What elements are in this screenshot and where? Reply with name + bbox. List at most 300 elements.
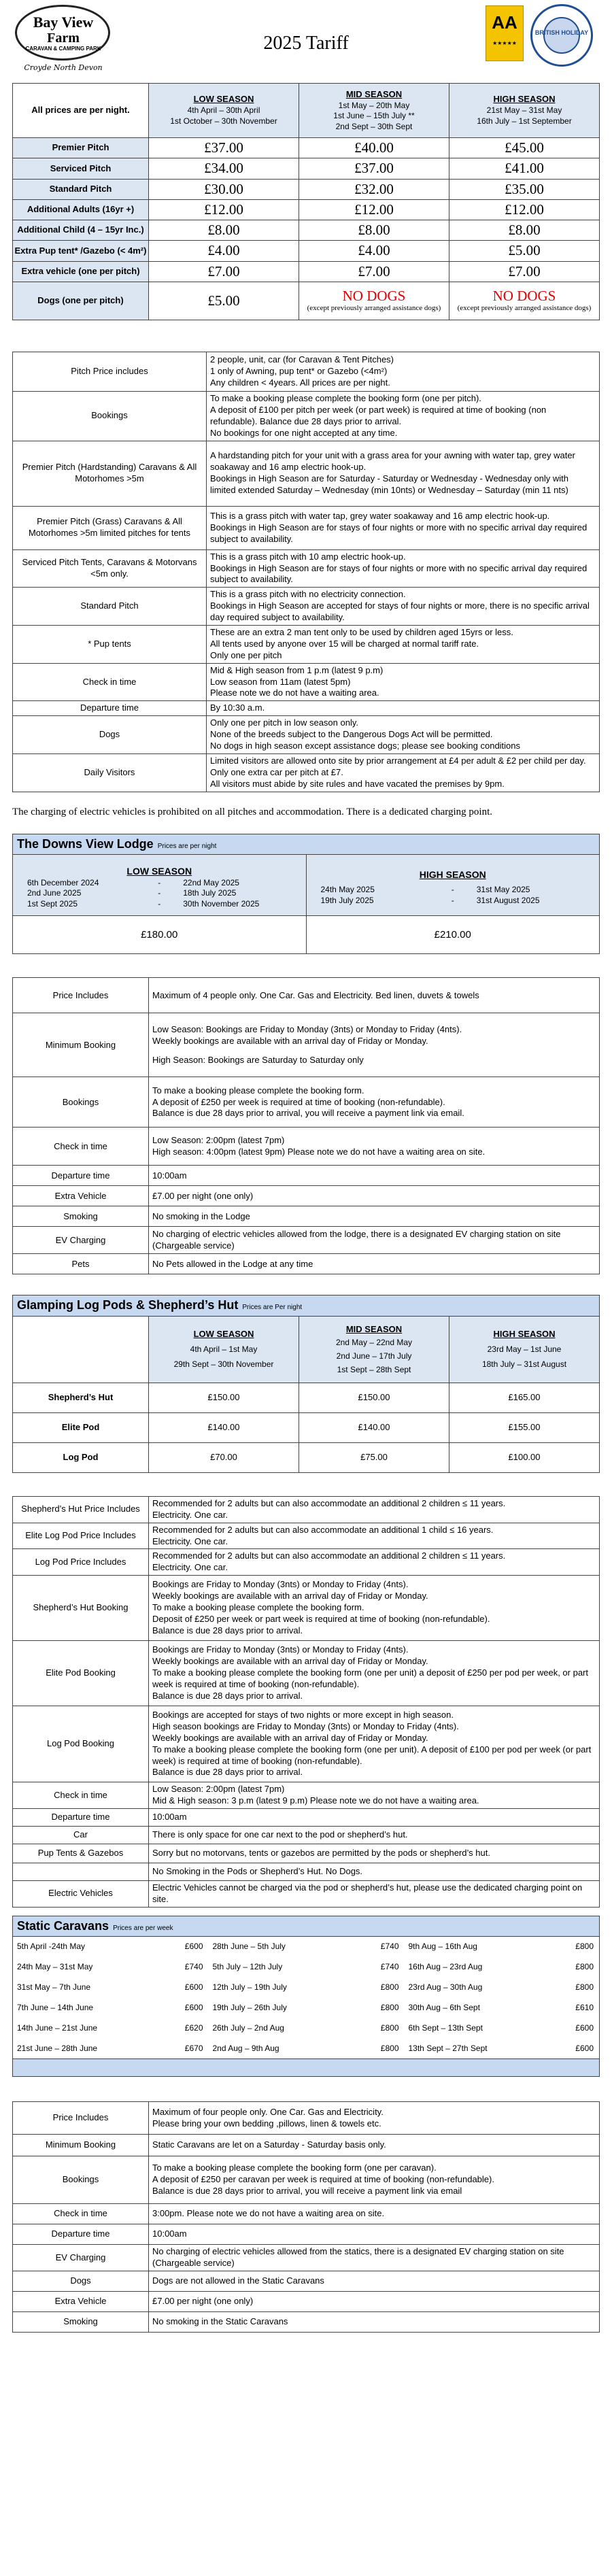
- glamping-col-name: HIGH SEASON: [493, 1329, 556, 1340]
- info-line: No charging of electric vehicles allowed from the lodge, there is a designated EV charging station on site (Chargeable service): [152, 1229, 561, 1251]
- info-row: [13, 2102, 600, 2135]
- lodge-date-row: [14, 899, 305, 910]
- tariff-price: £7.00: [149, 261, 299, 282]
- caravan-price: £800: [380, 2002, 399, 2012]
- static-title: Static Caravans: [17, 1918, 109, 1933]
- info-key: Serviced Pitch Tents, Caravans & Motorvans <5m only.: [13, 549, 207, 588]
- info-key: Check in time: [13, 1128, 149, 1166]
- tariff-price: £40.00: [299, 138, 449, 158]
- info-row: [13, 2271, 600, 2291]
- info-line: High season: 4:00pm (latest 9pm) Please note we do not have a waiting area on site.: [152, 1146, 486, 1157]
- tariff-price: £5.00: [449, 241, 600, 261]
- caravan-price: £600: [184, 1942, 203, 1952]
- info-line: Recommended for 2 adults but can also accommodate an additional 1 child ≤ 16 years.: [152, 1524, 494, 1535]
- info-value: [207, 701, 600, 716]
- info-line: To make a booking please complete the booking form.: [152, 1085, 364, 1096]
- caravan-price: £800: [575, 1961, 594, 1971]
- dogs-row: [13, 282, 600, 320]
- caravan-price: £610: [575, 2002, 594, 2012]
- info-line: Recommended for 2 adults but can also accommodate an additional 2 children ≤ 11 years.: [152, 1550, 506, 1561]
- caravan-price: £740: [184, 1961, 203, 1971]
- info-value: [149, 1826, 600, 1844]
- info-value: [207, 549, 600, 588]
- info-value: [207, 753, 600, 792]
- info-line: Low Season: 2:00pm (latest 7pm): [152, 1784, 285, 1795]
- no-dogs-text: NO DOGS: [342, 287, 406, 304]
- tariff-price: £37.00: [149, 138, 299, 158]
- lodge-date-part: 30th November 2025: [183, 898, 260, 909]
- info-row: [13, 1206, 600, 1227]
- info-line: Bookings are Friday to Monday (3nts) or Monday to Friday (4nts).: [152, 1644, 409, 1655]
- caravan-week: 30th Aug – 6th Sept: [408, 2002, 480, 2012]
- tariff-row-label: Serviced Pitch: [13, 158, 149, 179]
- info-line: 1 only of Awning, pup tent* or Gazebo (<4m²): [210, 366, 388, 377]
- lodge-date-part: 1st Sept 2025: [27, 898, 78, 909]
- info-value: [207, 663, 600, 701]
- caravan-week: 24th May – 31st May: [17, 1961, 93, 1971]
- tariff-row: [13, 199, 600, 220]
- info-row: [13, 1706, 600, 1782]
- info-key: Check in time: [13, 2204, 149, 2224]
- tariff-price: £8.00: [449, 220, 600, 241]
- caravan-row: [13, 1998, 600, 2018]
- info-key: Bookings: [13, 1077, 149, 1128]
- info-value: [207, 392, 600, 441]
- tariff-price: £12.00: [149, 199, 299, 220]
- tariff-row: [13, 158, 600, 179]
- tariff-price: £12.00: [449, 199, 600, 220]
- caravan-week: 26th July – 2nd Aug: [212, 2022, 284, 2033]
- info-key: Elite Pod Booking: [13, 1641, 149, 1706]
- info-row: [13, 753, 600, 792]
- info-key: Shepherd’s Hut Booking: [13, 1576, 149, 1641]
- info-line: 10:00am: [152, 2228, 187, 2239]
- info-line: This is a grass pitch with no electricity connection.: [210, 589, 406, 600]
- info-value: [207, 441, 600, 506]
- glamping-col-high: [449, 1316, 600, 1383]
- glamping-price: £140.00: [299, 1412, 449, 1442]
- lodge-date-part: -: [451, 896, 454, 906]
- info-key: Minimum Booking: [13, 2135, 149, 2156]
- tariff-col-date: 4th April – 30th April: [187, 105, 260, 116]
- info-value: [149, 1013, 600, 1077]
- info-line: Bookings are accepted for stays of two nights or more except in high season.: [152, 1710, 454, 1721]
- pitch-info-table: [12, 352, 600, 792]
- info-value: [149, 1808, 600, 1826]
- glamping-tariff-table: [12, 1316, 600, 1473]
- lodge-date-part: 18th July 2025: [183, 888, 237, 898]
- ev-note: The charging of electric vehicles is prohibited on all pitches and accommodation. There is a dedicated charging point.: [12, 806, 493, 817]
- tariff-row-label: Extra vehicle (one per pitch): [13, 261, 149, 282]
- info-key: [13, 1863, 149, 1880]
- tariff-row: [13, 179, 600, 199]
- caravan-price: £800: [380, 2022, 399, 2033]
- info-value: [149, 1863, 600, 1880]
- info-row: [13, 2224, 600, 2245]
- info-value: [149, 1706, 600, 1782]
- info-value: [149, 2271, 600, 2291]
- caravan-row: [13, 1937, 600, 1957]
- lodge-low-title: LOW SEASON: [126, 866, 192, 877]
- header: [12, 0, 600, 83]
- info-key: Price Includes: [13, 2102, 149, 2135]
- dogs-high-cell: [449, 282, 600, 320]
- info-row: [13, 2156, 600, 2204]
- info-row: [13, 1013, 600, 1077]
- info-value: [149, 1576, 600, 1641]
- tariff-price: £34.00: [149, 158, 299, 179]
- static-caravan-rows: [13, 1937, 600, 2059]
- info-line: Recommended for 2 adults but can also accommodate an additional 2 children ≤ 11 years.: [152, 1497, 506, 1508]
- logo-line1: Bay View: [33, 14, 94, 31]
- glamping-row-label: Elite Pod: [13, 1412, 149, 1442]
- lodge-banner: [12, 834, 600, 854]
- tariff-col-date: 1st June – 15th July **: [333, 111, 415, 121]
- tariff-price: £4.00: [149, 241, 299, 261]
- info-row: [13, 716, 600, 754]
- aa-stars: ★★★★★: [492, 40, 517, 46]
- info-line: Balance is due 28 days prior to arrival.: [152, 1625, 303, 1636]
- bh-logo-text: BRITISH HOLIDAY: [534, 29, 589, 36]
- tariff-row-label: Additional Adults (16yr +): [13, 199, 149, 220]
- lodge-high-season: [306, 855, 600, 916]
- info-key: Premier Pitch (Hardstanding) Caravans & All Motorhomes >5m: [13, 441, 207, 506]
- tariff-price: £12.00: [299, 199, 449, 220]
- lodge-date-part: -: [158, 898, 161, 909]
- info-line: Limited visitors are allowed onto site by prior arrangement at £4 per adult & £2 per child per day. Only one extra car per pitch at £7.: [210, 755, 586, 777]
- info-line: Only one per pitch: [210, 649, 282, 660]
- lodge-date-part: -: [158, 877, 161, 887]
- info-line: High Season: Bookings are Saturday to Saturday only: [152, 1055, 364, 1066]
- info-line: None of the breeds subject to the Dangerous Dogs Act will be permitted.: [210, 729, 493, 740]
- info-value: [149, 1844, 600, 1863]
- tariff-row: [13, 261, 600, 282]
- info-line: All visitors must abide by site rules and have vacated the premises by 9pm.: [210, 778, 505, 789]
- caravan-week: 2nd Aug – 9th Aug: [212, 2043, 279, 2053]
- no-dogs-text: NO DOGS: [492, 287, 556, 304]
- glamping-subtitle: Prices are Per night: [242, 1304, 303, 1312]
- caravan-price: £800: [575, 1942, 594, 1952]
- pitch-tariff-rows: [13, 138, 600, 282]
- lodge-date-row: [307, 896, 599, 906]
- glamping-corner: [13, 1316, 149, 1383]
- lodge-subtitle: Prices are per night: [157, 843, 217, 851]
- tariff-col-mid: [299, 84, 449, 138]
- info-key: Electric Vehicles: [13, 1880, 149, 1907]
- info-value: [149, 2224, 600, 2245]
- glamping-tariff-rows: [13, 1383, 600, 1472]
- lodge-low-price: £180.00: [13, 916, 307, 954]
- info-line: Weekly bookings are available with an arrival day of Friday or Monday.: [152, 1035, 428, 1046]
- info-line: A deposit of £100 per pitch per week (or part week) is required at time of booking (non refundable). Balance due 28 days prior to arrival.: [210, 404, 547, 426]
- aa-rating-logo: [486, 5, 524, 61]
- info-key: * Pup tents: [13, 625, 207, 663]
- glamping-col-name: LOW SEASON: [193, 1329, 254, 1340]
- glamping-col-date: 4th April – 1st May: [190, 1344, 258, 1355]
- info-row: [13, 2311, 600, 2332]
- info-row: [13, 2291, 600, 2311]
- info-line: Mid & High season from 1 p.m (latest 9 p.m): [210, 664, 384, 675]
- info-line: £7.00 per night (one only): [152, 1190, 254, 1201]
- info-line: No Pets allowed in the Lodge at any time: [152, 1258, 313, 1269]
- tariff-row: [13, 241, 600, 261]
- info-line: [152, 1047, 596, 1055]
- info-row: [13, 663, 600, 701]
- info-line: Weekly bookings are available with an arrival day of Friday or Monday.: [152, 1732, 428, 1743]
- caravan-row: [13, 1978, 600, 1998]
- lodge-date-part: -: [451, 885, 454, 895]
- no-dogs-note: (except previously arranged assistance dogs): [307, 303, 441, 312]
- info-key: Check in time: [13, 663, 207, 701]
- caravan-week: 13th Sept – 27th Sept: [408, 2043, 488, 2053]
- info-line: Balance is due 28 days prior to arrival, you will receive a payment link via email.: [152, 1108, 464, 1119]
- info-value: [149, 2156, 600, 2204]
- caravan-week: 6th Sept – 13th Sept: [408, 2022, 483, 2033]
- caravan-week: 21st June – 28th June: [17, 2043, 98, 2053]
- info-row: [13, 1782, 600, 1809]
- info-key: Dogs: [13, 716, 207, 754]
- caravan-price: £800: [380, 1982, 399, 1992]
- glamping-info-table: [12, 1496, 600, 1908]
- info-line: No Smoking in the Pods or Shepherd’s Hut. No Dogs.: [152, 1866, 363, 1877]
- info-row: [13, 588, 600, 626]
- info-line: Balance is due 28 days prior to arrival.: [152, 1767, 303, 1778]
- tariff-price: £30.00: [149, 179, 299, 199]
- info-key: Extra Vehicle: [13, 1186, 149, 1206]
- caravan-price: £740: [380, 1961, 399, 1971]
- info-row: [13, 1549, 600, 1576]
- info-value: [149, 1523, 600, 1549]
- glamping-price: £140.00: [149, 1412, 299, 1442]
- info-value: [149, 1782, 600, 1809]
- info-line: Bookings in High Season are for Saturday - Saturday or Wednesday - Wednesday only with limited extended Saturday – Wednesday (min 10nts) or Wednesday – Saturday (min 11 nts): [210, 473, 569, 496]
- caravan-week: 12th July – 19th July: [212, 1982, 287, 1992]
- info-row: [13, 701, 600, 716]
- glamping-banner: [12, 1295, 600, 1315]
- glamping-price: £70.00: [149, 1442, 299, 1472]
- static-blue-bar: [12, 2059, 600, 2077]
- info-row: [13, 441, 600, 506]
- info-line: No bookings for one night accepted at any time.: [210, 427, 398, 438]
- info-value: [207, 352, 600, 392]
- info-line: 10:00am: [152, 1170, 187, 1181]
- info-key: Smoking: [13, 1206, 149, 1227]
- glamping-row-label: Log Pod: [13, 1442, 149, 1472]
- caravan-row: [13, 1957, 600, 1978]
- info-line: These are an extra 2 man tent only to be used by children aged 15yrs or less.: [210, 626, 513, 637]
- info-line: Electricity. One car.: [152, 1562, 228, 1573]
- tariff-price: £35.00: [449, 179, 600, 199]
- lodge-date-part: 19th July 2025: [320, 896, 374, 906]
- info-value: [207, 588, 600, 626]
- info-line: Maximum of 4 people only. One Car. Gas and Electricity. Bed linen, duvets & towels: [152, 989, 479, 1000]
- info-key: Departure time: [13, 1808, 149, 1826]
- lodge-date-part: 22nd May 2025: [183, 877, 239, 887]
- info-line: Low Season: 2:00pm (latest 7pm): [152, 1135, 285, 1146]
- caravan-price: £600: [184, 1982, 203, 1992]
- info-line: 2 people, unit, car (for Caravan & Tent Pitches): [210, 354, 394, 365]
- static-banner: [12, 1916, 600, 1936]
- info-line: This is a grass pitch with water tap, grey water soakaway and 16 amp electric hook-up.: [210, 510, 550, 521]
- tariff-row-label: Extra Pup tent* /Gazebo (< 4m²): [13, 241, 149, 261]
- info-line: Deposit of £250 per week or part week is required at time of booking (non-refundable).: [152, 1614, 490, 1625]
- info-line: Any children < 4years. All prices are per night.: [210, 377, 390, 388]
- info-line: Electricity. One car.: [152, 1536, 228, 1546]
- info-row: [13, 1254, 600, 1274]
- info-line: A deposit of £250 per week is required at time of booking (non-refundable).: [152, 1096, 445, 1107]
- tariff-row-label: Premier Pitch: [13, 138, 149, 158]
- caravan-week: 16th Aug – 23rd Aug: [408, 1961, 483, 1971]
- info-value: [149, 1880, 600, 1907]
- info-row: [13, 1227, 600, 1254]
- lodge-info-table: [12, 977, 600, 1274]
- info-row: [13, 549, 600, 588]
- info-row: [13, 2135, 600, 2156]
- info-line: Low Season: Bookings are Friday to Monday (3nts) or Monday to Friday (4nts).: [152, 1023, 462, 1034]
- info-row: [13, 978, 600, 1013]
- info-line: No smoking in the Static Caravans: [152, 2316, 288, 2326]
- glamping-col-date: 1st Sept – 28th Sept: [337, 1364, 411, 1374]
- info-value: [149, 1206, 600, 1227]
- info-key: Car: [13, 1826, 149, 1844]
- info-line: Please bring your own bedding ,pillows, linen & towels etc.: [152, 2118, 381, 2129]
- info-line: Bookings are Friday to Monday (3nts) or Monday to Friday (4nts).: [152, 1579, 409, 1590]
- info-line: Sorry but no motorvans, tents or gazebos are permitted by the pods or shepherd’s hut.: [152, 1848, 490, 1859]
- info-row: [13, 506, 600, 549]
- info-value: [149, 978, 600, 1013]
- info-value: [149, 1077, 600, 1128]
- info-line: Bookings in High Season are for stays of four nights or more with no specific arrival day required subject to availability.: [210, 522, 588, 544]
- lodge-date-row: [307, 885, 599, 896]
- info-line: Bookings in High Season are accepted for stays of four nights or more, there is no specific arrival day required subject to availability.: [210, 600, 590, 623]
- glamping-title: Glamping Log Pods & Shepherd’s Hut: [17, 1298, 239, 1312]
- info-value: [207, 506, 600, 549]
- tariff-col-name: MID SEASON: [345, 88, 403, 99]
- lodge-high-price: £210.00: [306, 916, 600, 954]
- info-row: [13, 1128, 600, 1166]
- info-row: [13, 1496, 600, 1523]
- tariff-price: £8.00: [299, 220, 449, 241]
- info-value: [149, 2102, 600, 2135]
- info-line: No charging of electric vehicles allowed from the statics, there is a designated EV charging station on site (Chargeable service): [152, 2246, 564, 2269]
- caravan-week: 23rd Aug – 30th Aug: [408, 1982, 483, 1992]
- info-value: [149, 2245, 600, 2271]
- british-holiday-logo: [530, 4, 593, 67]
- glamping-price: £150.00: [299, 1383, 449, 1412]
- info-key: Pets: [13, 1254, 149, 1274]
- info-row: [13, 2204, 600, 2224]
- info-key: Departure time: [13, 701, 207, 716]
- glamping-col-date: 18th July – 31st August: [481, 1359, 567, 1369]
- lodge-low-dates: [14, 878, 305, 910]
- glamping-price: £100.00: [449, 1442, 600, 1472]
- info-line: Weekly bookings are available with an arrival day of Friday or Monday.: [152, 1656, 428, 1667]
- info-key: Standard Pitch: [13, 588, 207, 626]
- glamping-col-date: 29th Sept – 30th November: [173, 1359, 274, 1369]
- info-key: Price Includes: [13, 978, 149, 1013]
- info-value: [207, 716, 600, 754]
- tariff-corner-label: All prices are per night.: [13, 84, 149, 138]
- logo-line3: CARAVAN & CAMPING PARK: [25, 46, 101, 52]
- info-value: [149, 2135, 600, 2156]
- dogs-mid-cell: [299, 282, 449, 320]
- tariff-price: £7.00: [299, 261, 449, 282]
- caravan-price: £600: [575, 2043, 594, 2053]
- info-key: EV Charging: [13, 2245, 149, 2271]
- info-key: Pup Tents & Gazebos: [13, 1844, 149, 1863]
- info-key: EV Charging: [13, 1227, 149, 1254]
- tariff-price: £8.00: [149, 220, 299, 241]
- info-line: Weekly bookings are available with an arrival day of Friday or Monday.: [152, 1591, 428, 1601]
- info-line: Mid & High season: 3 p.m (latest 9 p.m) Please note we do not have a waiting area.: [152, 1795, 479, 1806]
- info-value: [149, 2291, 600, 2311]
- glamping-price: £165.00: [449, 1383, 600, 1412]
- glamping-col-mid: [299, 1316, 449, 1383]
- glamping-col-date: 2nd June – 17th July: [336, 1351, 412, 1361]
- info-row: [13, 352, 600, 392]
- info-value: [149, 2311, 600, 2332]
- info-row: [13, 1826, 600, 1844]
- caravan-week: 28th June – 5th July: [212, 1942, 286, 1952]
- glamping-col-date: 2nd May – 22nd May: [335, 1338, 413, 1348]
- logo-line4: Croyde North Devon: [24, 63, 103, 72]
- caravan-row: [13, 2039, 600, 2059]
- info-key: Pitch Price includes: [13, 352, 207, 392]
- lodge-date-part: 24th May 2025: [320, 885, 375, 895]
- info-value: [149, 1549, 600, 1576]
- info-key: Minimum Booking: [13, 1013, 149, 1077]
- info-row: [13, 1186, 600, 1206]
- info-key: Premier Pitch (Grass) Caravans & All Motorhomes >5m limited pitches for tents: [13, 506, 207, 549]
- page-title: 2025 Tariff: [263, 33, 349, 54]
- info-value: [149, 1496, 600, 1523]
- tariff-col-name: HIGH SEASON: [493, 94, 556, 105]
- glamping-price: £75.00: [299, 1442, 449, 1472]
- info-line: To make a booking please complete the booking form (one per unit) a deposit of £250 per pod per week, or part week is required at time of booking (non-refundable).: [152, 1667, 588, 1690]
- info-value: [149, 2204, 600, 2224]
- info-key: Check in time: [13, 1782, 149, 1809]
- info-line: To make a booking please complete the booking form.: [152, 1602, 364, 1613]
- info-line: Electricity. One car.: [152, 1509, 228, 1520]
- info-row: [13, 1863, 600, 1880]
- tariff-row-label: Standard Pitch: [13, 179, 149, 199]
- info-line: No smoking in the Lodge: [152, 1210, 250, 1221]
- no-dogs-note: (except previously arranged assistance dogs): [457, 303, 592, 312]
- info-line: Maximum of four people only. One Car. Gas and Electricity.: [152, 2106, 384, 2117]
- tariff-row: [13, 138, 600, 158]
- info-row: [13, 1576, 600, 1641]
- info-row: [13, 392, 600, 441]
- info-key: Departure time: [13, 2224, 149, 2245]
- info-line: By 10:30 a.m.: [210, 702, 265, 713]
- lodge-high-title: HIGH SEASON: [419, 869, 486, 881]
- info-line: Please note we do not have a waiting area.: [210, 688, 379, 698]
- tariff-col-date: 21st May – 31st May: [486, 105, 562, 116]
- info-line: All tents used by anyone over 15 will be charged at normal tariff rate.: [210, 638, 479, 649]
- info-key: Elite Log Pod Price Includes: [13, 1523, 149, 1549]
- info-line: Low season from 11am (latest 5pm): [210, 676, 351, 687]
- info-value: [207, 625, 600, 663]
- info-line: 3:00pm. Please note we do not have a waiting area on site.: [152, 2208, 385, 2219]
- tariff-row-label: Additional Child (4 – 15yr Inc.): [13, 220, 149, 241]
- lodge-date-row: [14, 888, 305, 899]
- caravan-week: 19th July – 26th July: [212, 2002, 287, 2012]
- glamping-price: £155.00: [449, 1412, 600, 1442]
- static-caravan-table: [12, 1936, 600, 2059]
- info-key: Bookings: [13, 2156, 149, 2204]
- info-line: To make a booking please complete the booking form (one per unit). A deposit of £100 per pod per week (or part week) is required at time of booking (non-refundable).: [152, 1744, 592, 1766]
- info-value: [149, 1186, 600, 1206]
